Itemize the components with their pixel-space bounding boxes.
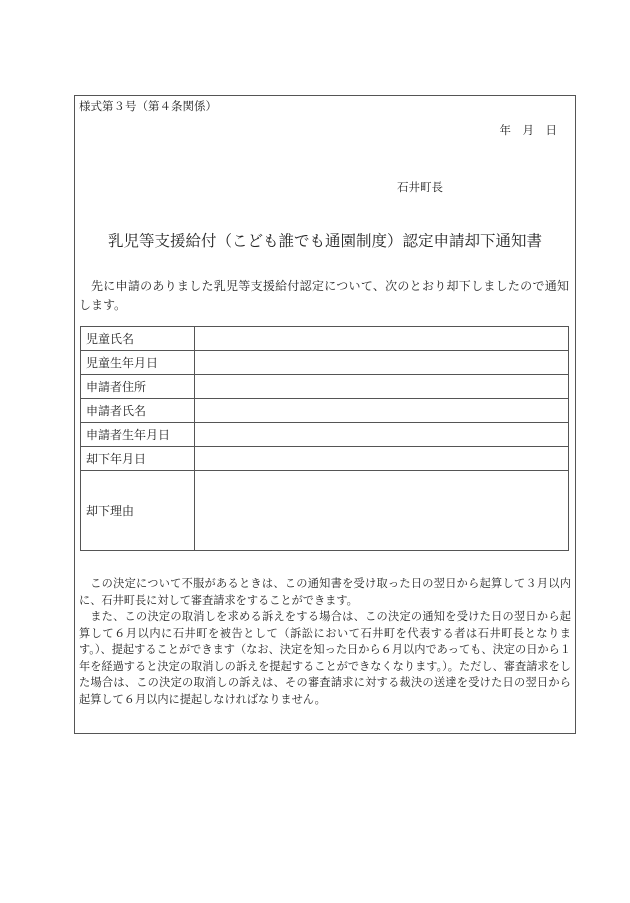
- label-applicant-birthdate: 申請者生年月日: [81, 423, 195, 447]
- notice-paragraph-review: この決定について不服があるときは、この通知書を受け取った日の翌日から起算して３月以内に、石井町長に対して審査請求をすることができます。: [79, 577, 571, 607]
- value-child-birthdate: [195, 351, 569, 375]
- table-row-applicant-birthdate: [81, 423, 569, 447]
- label-rejection-reason: 却下理由: [81, 471, 195, 551]
- form-number: 様式第３号（第４条関係）: [79, 99, 217, 113]
- value-child-name: [195, 327, 569, 351]
- info-table: [80, 326, 569, 551]
- document-title: 乳児等支援給付（こども誰でも通園制度）認定申請却下通知書: [107, 232, 542, 250]
- table-row-applicant-name: [81, 399, 569, 423]
- document-frame: [74, 95, 576, 734]
- value-applicant-birthdate: [195, 423, 569, 447]
- label-rejection-date: 却下年月日: [81, 447, 195, 471]
- value-applicant-name: [195, 399, 569, 423]
- label-applicant-address: 申請者住所: [81, 375, 195, 399]
- label-child-birthdate: 児童生年月日: [81, 351, 195, 375]
- value-rejection-reason: [195, 471, 569, 551]
- date-line: 年 月 日: [499, 123, 557, 137]
- label-child-name: 児童氏名: [81, 327, 195, 351]
- table-row-rejection-reason: [81, 471, 569, 551]
- issuer-name: 石井町長: [397, 180, 443, 194]
- table-row-child-name: [81, 327, 569, 351]
- table-row-rejection-date: [81, 447, 569, 471]
- value-applicant-address: [195, 375, 569, 399]
- intro-paragraph: 先に申請のありました乳児等支援給付認定について、次のとおり却下しましたので通知します。: [79, 279, 569, 312]
- table-row-child-birthdate: [81, 351, 569, 375]
- label-applicant-name: 申請者氏名: [81, 399, 195, 423]
- table-row-applicant-address: [81, 375, 569, 399]
- notice-paragraph-lawsuit: また、この決定の取消しを求める訴えをする場合は、この決定の通知を受けた日の翌日から起算して６月以内に石井町を被告として（訴訟において石井町を代表する者は石井町長となります。）、提起することができます（なお、決定を知った日から６月以内であっても、決定の日から１年を経過すると決定の取消しの訴えを提起することができなくなります。）。ただし、審査請求をした場合は、この決定の取消しの訴えは、その審査請求に対する裁決の送達を受けた日の翌日から起算して６月以内に提起しなければなりません。: [79, 610, 571, 706]
- value-rejection-date: [195, 447, 569, 471]
- appeal-notice: [79, 576, 571, 708]
